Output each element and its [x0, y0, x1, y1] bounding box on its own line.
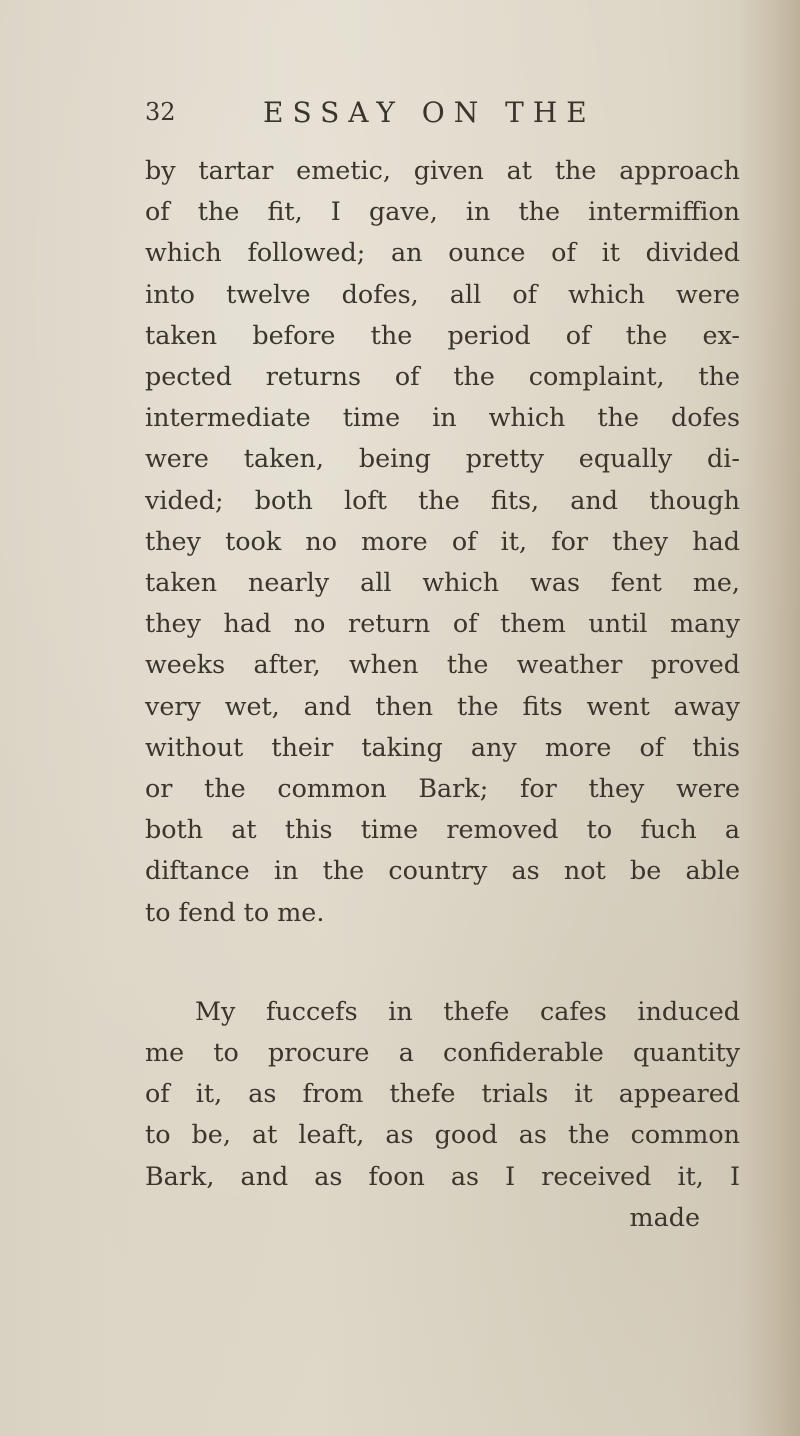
- catchword: made: [629, 1201, 700, 1232]
- paragraph-2: [145, 991, 740, 1238]
- text-line: both at this time removed to fuch a: [145, 814, 740, 845]
- text-line: of it, as from thefe trials it appeared: [145, 1078, 740, 1109]
- text-line: pected returns of the complaint, the: [145, 361, 740, 392]
- text-line: which followed; an ounce of it divided: [145, 237, 740, 268]
- text-line: by tartar emetic, given at the approach: [145, 155, 740, 185]
- text-line: intermediate time in which the dofes: [145, 402, 740, 433]
- page-edge-shadow: [740, 0, 800, 1436]
- text-line: me to procure a confiderable quantity: [145, 1037, 740, 1068]
- text-line: diftance in the country as not be able: [145, 855, 740, 886]
- text-line: Bark, and as foon as I received it, I: [145, 1160, 740, 1191]
- text-line: taken before the period of the ex-: [145, 319, 740, 350]
- text-line: of the fit, I gave, in the intermiffion: [145, 196, 740, 227]
- running-head: ESSAY ON THE: [263, 96, 596, 129]
- text-line: or the common Bark; for they were: [145, 773, 740, 804]
- text-line: taken nearly all which was fent me,: [145, 567, 740, 598]
- text-line: My fuccefs in thefe cafes induced: [195, 995, 740, 1026]
- text-line: into twelve dofes, all of which were: [145, 278, 740, 309]
- page-number: 32: [145, 98, 176, 126]
- text-line: they took no more of it, for they had: [145, 525, 740, 556]
- text-line: vided; both loft the fits, and though: [145, 484, 740, 515]
- text-line: without their taking any more of this: [145, 731, 740, 762]
- body-text: [145, 150, 740, 1238]
- text-line: they had no return of them until many: [145, 608, 740, 639]
- text-line: to be, at leaft, as good as the common: [145, 1119, 740, 1150]
- paragraph-gap: [145, 933, 740, 991]
- paragraph-1: [145, 150, 740, 933]
- page-header: [145, 92, 745, 132]
- text-line: were taken, being pretty equally di-: [145, 443, 740, 474]
- text-line: to fend to me.: [145, 896, 325, 927]
- text-line: weeks after, when the weather proved: [145, 649, 740, 680]
- text-line: very wet, and then the fits went away: [145, 690, 740, 721]
